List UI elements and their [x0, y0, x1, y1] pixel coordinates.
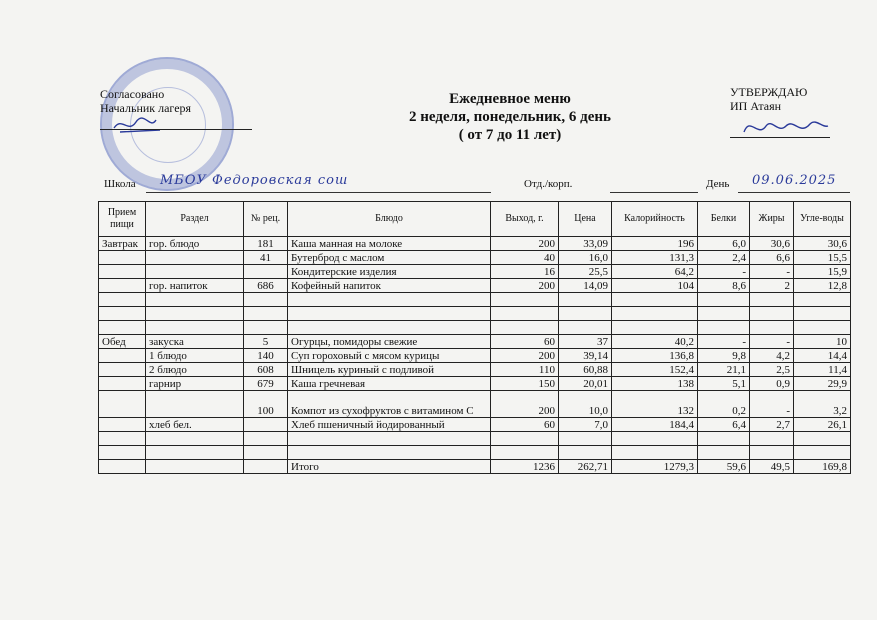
table-cell [146, 251, 244, 265]
table-cell [146, 432, 244, 446]
table-cell [612, 293, 698, 307]
table-cell: 132 [612, 391, 698, 418]
table-cell: 14,4 [794, 349, 851, 363]
table-cell [99, 307, 146, 321]
table-cell [559, 446, 612, 460]
table-cell: 60 [491, 418, 559, 432]
table-cell: гор. напиток [146, 279, 244, 293]
table-cell: 2,7 [750, 418, 794, 432]
table-cell [612, 446, 698, 460]
table-cell: 39,14 [559, 349, 612, 363]
table-row [99, 349, 851, 363]
table-cell: Хлеб пшеничный йодированный [288, 418, 491, 432]
school-value: МБОУ Федоровская сош [160, 173, 349, 188]
table-cell: 150 [491, 377, 559, 391]
table-cell [288, 307, 491, 321]
table-cell: Шницель куриный с подливой [288, 363, 491, 377]
table-cell: 181 [244, 237, 288, 251]
column-header: Прием пищи [99, 202, 146, 237]
table-cell: хлеб бел. [146, 418, 244, 432]
table-cell: - [698, 335, 750, 349]
table-cell: 30,6 [794, 237, 851, 251]
table-cell: Каша гречневая [288, 377, 491, 391]
table-cell: 184,4 [612, 418, 698, 432]
table-cell [99, 321, 146, 335]
table-cell: Итого [288, 460, 491, 474]
table-row [99, 363, 851, 377]
table-row [99, 418, 851, 432]
table-cell: 4,2 [750, 349, 794, 363]
table-cell: 2,5 [750, 363, 794, 377]
page-title [340, 90, 680, 144]
table-cell: 16,0 [559, 251, 612, 265]
table-cell [288, 446, 491, 460]
table-cell [99, 363, 146, 377]
table-cell: 136,8 [612, 349, 698, 363]
table-cell [559, 307, 612, 321]
table-cell: - [750, 265, 794, 279]
table-cell [612, 307, 698, 321]
table-cell: 2,4 [698, 251, 750, 265]
table-cell [244, 418, 288, 432]
table-cell: - [750, 335, 794, 349]
table-cell [146, 321, 244, 335]
dept-label: Отд./корп. [524, 178, 573, 190]
table-cell: Завтрак [99, 237, 146, 251]
table-row [99, 293, 851, 307]
table-cell: 10,0 [559, 391, 612, 418]
table-cell: 3,2 [794, 391, 851, 418]
table-cell: 0,9 [750, 377, 794, 391]
table-cell: 49,5 [750, 460, 794, 474]
table-cell [794, 446, 851, 460]
table-cell [146, 446, 244, 460]
table-row [99, 237, 851, 251]
table-cell [559, 432, 612, 446]
table-cell: 12,8 [794, 279, 851, 293]
table-row [99, 279, 851, 293]
table-cell: Каша манная на молоке [288, 237, 491, 251]
table-cell: 100 [244, 391, 288, 418]
menu-table [98, 201, 851, 474]
table-row [99, 265, 851, 279]
table-cell: 200 [491, 391, 559, 418]
table-row [99, 377, 851, 391]
table-cell [99, 460, 146, 474]
table-cell: 104 [612, 279, 698, 293]
table-cell: Кофейный напиток [288, 279, 491, 293]
table-cell: Огурцы, помидоры свежие [288, 335, 491, 349]
table-cell [99, 377, 146, 391]
table-cell: 140 [244, 349, 288, 363]
table-cell: 1 блюдо [146, 349, 244, 363]
table-cell: 64,2 [612, 265, 698, 279]
table-cell: 686 [244, 279, 288, 293]
table-cell: 16 [491, 265, 559, 279]
column-header: Раздел [146, 202, 244, 237]
table-cell: 679 [244, 377, 288, 391]
column-header: Калорийность [612, 202, 698, 237]
table-cell [146, 460, 244, 474]
title-line-3: ( от 7 до 11 лет) [458, 127, 562, 143]
table-cell: Суп гороховый с мясом курицы [288, 349, 491, 363]
table-cell: 2 блюдо [146, 363, 244, 377]
table-cell [99, 251, 146, 265]
table-cell [491, 446, 559, 460]
table-cell: 40 [491, 251, 559, 265]
table-cell: 200 [491, 349, 559, 363]
column-header: Жиры [750, 202, 794, 237]
table-row [99, 391, 851, 418]
table-cell [794, 293, 851, 307]
table-row [99, 321, 851, 335]
table-cell: 1279,3 [612, 460, 698, 474]
table-cell: 1236 [491, 460, 559, 474]
table-cell: 37 [559, 335, 612, 349]
table-cell: 7,0 [559, 418, 612, 432]
table-cell: 15,9 [794, 265, 851, 279]
table-cell: 608 [244, 363, 288, 377]
table-cell: 59,6 [698, 460, 750, 474]
table-cell: Кондитерские изделия [288, 265, 491, 279]
table-cell: 6,0 [698, 237, 750, 251]
table-cell [612, 321, 698, 335]
table-cell: 169,8 [794, 460, 851, 474]
table-cell: Бутерброд с маслом [288, 251, 491, 265]
table-cell [750, 293, 794, 307]
table-cell [698, 446, 750, 460]
table-cell: - [698, 265, 750, 279]
column-header: № рец. [244, 202, 288, 237]
agreed-block [100, 87, 191, 115]
table-cell: 21,1 [698, 363, 750, 377]
table-cell [750, 307, 794, 321]
table-cell [559, 293, 612, 307]
table-cell: 262,71 [559, 460, 612, 474]
table-cell: 138 [612, 377, 698, 391]
table-cell [146, 265, 244, 279]
table-cell: 200 [491, 279, 559, 293]
table-cell: 25,5 [559, 265, 612, 279]
table-cell: - [750, 391, 794, 418]
table-cell: гор. блюдо [146, 237, 244, 251]
table-cell [146, 293, 244, 307]
table-cell: 0,2 [698, 391, 750, 418]
table-cell: 30,6 [750, 237, 794, 251]
table-cell [146, 391, 244, 418]
table-cell: 9,8 [698, 349, 750, 363]
day-value: 09.06.2025 [752, 173, 837, 188]
agreed-label: Согласовано [100, 87, 165, 101]
table-cell: 8,6 [698, 279, 750, 293]
table-cell [698, 293, 750, 307]
table-cell [794, 307, 851, 321]
table-cell: 60 [491, 335, 559, 349]
table-cell [99, 279, 146, 293]
title-line-2: 2 неделя, понедельник, 6 день [409, 109, 611, 125]
table-cell [99, 391, 146, 418]
table-cell: Компот из сухофруктов с витамином С [288, 391, 491, 418]
table-cell [750, 321, 794, 335]
day-label: День [706, 178, 730, 190]
column-header: Угле-воды [794, 202, 851, 237]
table-cell: 5,1 [698, 377, 750, 391]
table-cell: 40,2 [612, 335, 698, 349]
table-cell: 33,09 [559, 237, 612, 251]
approve-label: УТВЕРЖДАЮ [730, 85, 808, 99]
table-cell [491, 321, 559, 335]
table-row [99, 432, 851, 446]
table-cell [288, 293, 491, 307]
table-cell [491, 432, 559, 446]
table-cell [794, 321, 851, 335]
table-row [99, 307, 851, 321]
table-cell: 196 [612, 237, 698, 251]
column-header: Цена [559, 202, 612, 237]
column-header: Белки [698, 202, 750, 237]
table-cell: 152,4 [612, 363, 698, 377]
table-cell [698, 321, 750, 335]
table-cell [559, 321, 612, 335]
table-cell [750, 446, 794, 460]
table-cell: гарнир [146, 377, 244, 391]
table-cell [99, 265, 146, 279]
table-cell: 200 [491, 237, 559, 251]
table-cell [698, 432, 750, 446]
table-row [99, 251, 851, 265]
table-cell [750, 432, 794, 446]
table-cell [244, 446, 288, 460]
table-cell [146, 307, 244, 321]
table-cell [99, 446, 146, 460]
table-cell [244, 265, 288, 279]
table-cell [288, 432, 491, 446]
table-cell [99, 418, 146, 432]
table-cell: 10 [794, 335, 851, 349]
table-cell [244, 432, 288, 446]
table-cell [491, 307, 559, 321]
table-cell: 26,1 [794, 418, 851, 432]
table-cell: 110 [491, 363, 559, 377]
table-cell [244, 307, 288, 321]
table-cell: 15,5 [794, 251, 851, 265]
table-cell [99, 432, 146, 446]
column-header: Выход, г. [491, 202, 559, 237]
table-cell: 14,09 [559, 279, 612, 293]
table-cell: 6,4 [698, 418, 750, 432]
table-cell [288, 321, 491, 335]
approver-label: ИП Атаян [730, 99, 782, 113]
table-cell: 60,88 [559, 363, 612, 377]
table-cell [99, 293, 146, 307]
title-line-1: Ежедневное меню [449, 91, 571, 107]
table-row [99, 460, 851, 474]
table-row [99, 446, 851, 460]
table-cell: 11,4 [794, 363, 851, 377]
table-cell: 131,3 [612, 251, 698, 265]
table-cell [244, 321, 288, 335]
table-cell: Обед [99, 335, 146, 349]
table-cell: 29,9 [794, 377, 851, 391]
table-cell [244, 293, 288, 307]
column-header: Блюдо [288, 202, 491, 237]
table-cell [491, 293, 559, 307]
table-cell: 2 [750, 279, 794, 293]
table-cell: 5 [244, 335, 288, 349]
table-cell: закуска [146, 335, 244, 349]
table-header-row [99, 202, 851, 237]
table-cell: 41 [244, 251, 288, 265]
table-cell [698, 307, 750, 321]
table-row [99, 335, 851, 349]
table-cell: 6,6 [750, 251, 794, 265]
approve-block [730, 85, 807, 113]
table-cell [99, 349, 146, 363]
table-cell [612, 432, 698, 446]
table-cell [794, 432, 851, 446]
table-cell [244, 460, 288, 474]
school-label: Школа [104, 178, 136, 190]
table-cell: 20,01 [559, 377, 612, 391]
camp-head-label: Начальник лагеря [100, 101, 192, 115]
